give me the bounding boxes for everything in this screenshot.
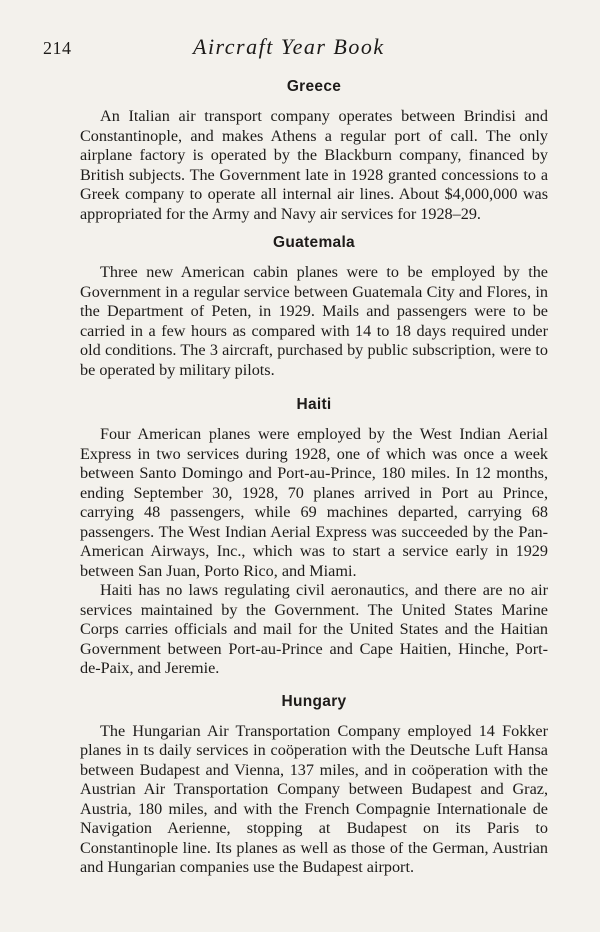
paragraph: Haiti has no laws regulating civil aeronautics, and there are no air services maintained by the Government. The United States Marine Corps carries officials and mail for the United States and the Haitian Government between Port-au-Prince and Cape Haitien, Hinche, Port-de-Paix, and Jeremie. [80,581,548,677]
section-guatemala [80,232,548,380]
page-content [80,76,548,878]
section-haiti [80,394,548,679]
paragraph: Four American planes were employed by the West Indian Aerial Express in two services during 1928, one of which was once a week between Santo Domingo and Port-au-Prince, 180 miles. In 12 months, ending September 30, 1928, 70 planes arrived in Port au Prince, carrying 48 passengers, while 69 machines departed, carrying 68 passengers. The West Indian Aerial Express was succeeded by the Pan-American Airways, Inc., which was to start a service early in 1929 between San Juan, Porto Rico, and Miami. [80,425,548,580]
paragraph: An Italian air transport company operates between Brindisi and Constantinople, and makes Athens a regular port of call. The only airplane factory is operated by the Blackburn company, financed by British subjects. The Government late in 1928 granted concessions to a Greek company to operate all internal air lines. About $4,000,000 was appropriated for the Army and Navy air services for 1928–29. [80,107,548,223]
section-hungary [80,691,548,878]
section-heading: Greece [286,78,342,95]
section-heading: Haiti [296,396,332,413]
paragraph: Three new American cabin planes were to be employed by the Government in a regular service between Guatemala City and Flores, in the Department of Peten, in 1929. Mails and passengers were to be carried in a few hours as compared with 14 to 18 days required under old conditions. The 3 aircraft, purchased by public subscription, were to be operated by military pilots. [80,263,548,379]
section-heading: Guatemala [273,234,355,251]
page-number: 214 [43,38,72,58]
page-header [43,32,557,60]
section-greece [80,76,548,224]
section-heading: Hungary [281,692,347,710]
running-title: Aircraft Year Book [193,34,385,59]
paragraph: The Hungarian Air Transportation Company employed 14 Fokker planes in ts daily services in coöperation with the Deutsche Luft Hansa between Budapest and Vienna, 137 miles, and in coöperation with the Austrian Air Transportation Company between Budapest and Graz, Austria, 180 miles, and with the French Compagnie Internationale de Navigation Aerienne, stopping at Budapest on its Paris to Constantinople line. Its planes as well as those of the German, Austrian and Hungarian companies use the Budapest airport. [80,721,548,876]
